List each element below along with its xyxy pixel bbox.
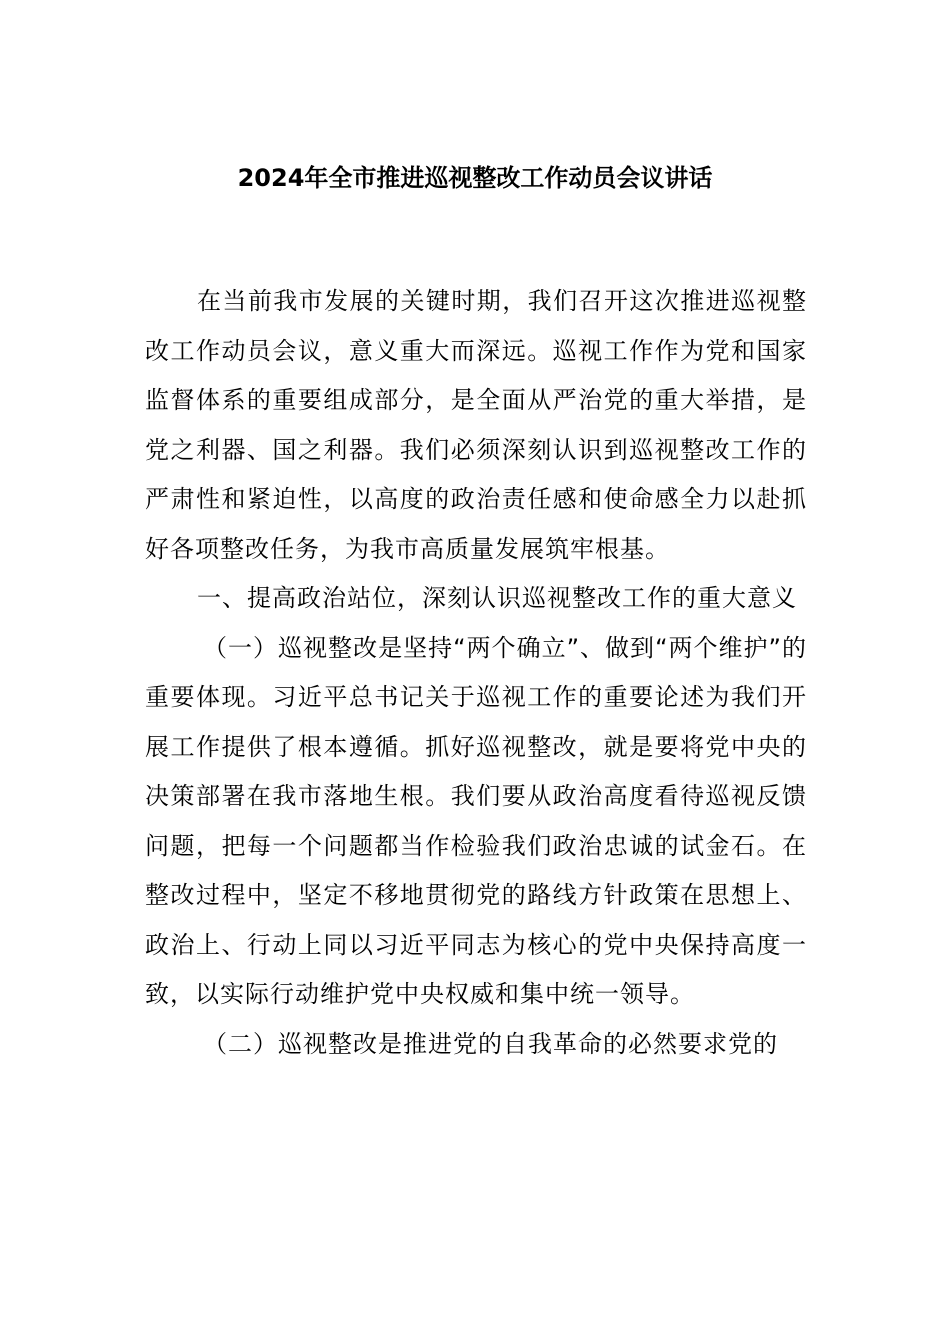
subsection-2: （二）巡视整改是推进党的自我革命的必然要求党的 (203, 1029, 778, 1058)
document-title: 2024年全市推进巡视整改工作动员会议讲话 (237, 164, 713, 192)
section-heading-1: 一、提高政治站位，深刻认识巡视整改工作的重大意义 (197, 584, 797, 612)
paragraph-intro: 在当前我市发展的关键时期，我们召开这次推进巡视整改工作动员会议，意义重大而深远。巡视工作作为党和国家监督体系的重要组成部分，是全面从严治党的重大举措，是党之利器、国之利器。我们必须深刻认识到巡视整改工作的严肃性和紧迫性，以高度的政治责任感和使命感全力以赴抓好各项整改任务，为我市高质量发展筑牢根基。 (145, 287, 807, 563)
document-body (145, 277, 807, 1069)
subsection-1: （一）巡视整改是坚持“两个确立”、做到“两个维护”的重要体现。习近平总书记关于巡视工作的重要论述为我们开展工作提供了根本遵循。抓好巡视整改，就是要将党中央的决策部署在我市落地生根。我们要从政治高度看待巡视反馈问题，把每一个问题都当作检验我们政治忠诚的试金石。在整改过程中，坚定不移地贯彻党的路线方针政策在思想上、政治上、行动上同以习近平同志为核心的党中央保持高度一致，以实际行动维护党中央权威和集中统一领导。 (145, 633, 807, 1008)
